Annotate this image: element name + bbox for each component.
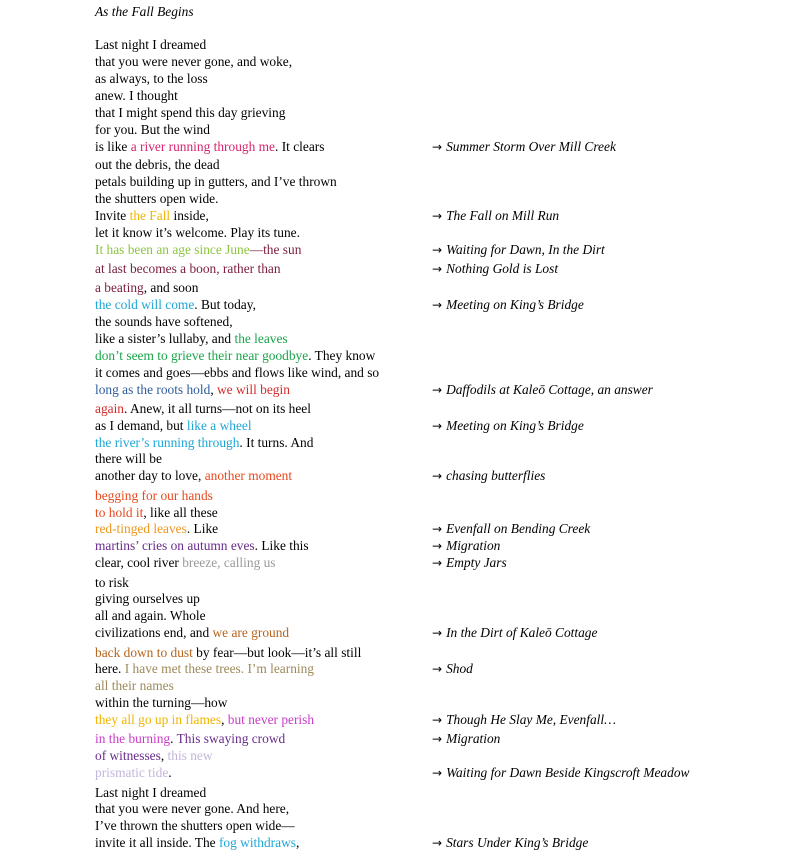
- poem-line: [95, 401, 311, 417]
- reference-title: Stars Under King’s Bridge: [446, 835, 589, 850]
- line-text: , like all these: [143, 505, 218, 520]
- reference-title: Shod: [446, 661, 473, 676]
- line-text: I’ve thrown the shutters open wide—: [95, 818, 295, 833]
- line-text: within the turning—how: [95, 695, 228, 710]
- arrow-right-icon: →: [432, 556, 443, 570]
- arrow-right-icon: →: [432, 766, 443, 780]
- reference-link[interactable]: [432, 208, 559, 224]
- poem-line: [95, 591, 200, 607]
- poem-line: [95, 382, 290, 398]
- arrow-right-icon: →: [432, 732, 443, 746]
- reference-title: Meeting on King’s Bridge: [446, 297, 584, 312]
- poem-line: [95, 555, 276, 571]
- line-text: all and again. Whole: [95, 608, 206, 623]
- poem-line: [95, 608, 206, 624]
- line-text: is like: [95, 139, 131, 154]
- poem-line: [95, 122, 210, 138]
- poem-line: [95, 435, 313, 451]
- line-text: invite it all inside. The: [95, 835, 219, 850]
- reference-title: Empty Jars: [446, 555, 507, 570]
- highlighted-phrase: this new: [167, 748, 213, 763]
- poem-line: [95, 314, 233, 330]
- highlighted-phrase: the cold will come: [95, 297, 195, 312]
- arrow-right-icon: →: [432, 469, 443, 483]
- highlighted-phrase: the Fall: [129, 208, 171, 223]
- line-text: . It turns. And: [239, 435, 314, 450]
- poem-line: [95, 139, 324, 155]
- highlighted-phrase: This swaying crowd: [176, 731, 286, 746]
- highlighted-phrase: —the sun: [249, 242, 302, 257]
- line-text: Last night I dreamed: [95, 37, 207, 52]
- poem-line: [95, 54, 292, 70]
- arrow-right-icon: →: [432, 298, 443, 312]
- poem-line: [95, 225, 300, 241]
- poem-line: [95, 731, 285, 747]
- highlighted-phrase: to hold it: [95, 505, 144, 520]
- poem-line: [95, 331, 288, 347]
- reference-link[interactable]: [432, 661, 473, 677]
- line-text: petals building up in gutters, and I’ve thrown: [95, 174, 337, 189]
- arrow-right-icon: →: [432, 626, 443, 640]
- reference-title: Migration: [446, 731, 501, 746]
- arrow-right-icon: →: [432, 539, 443, 553]
- highlighted-phrase: but never perish: [227, 712, 315, 727]
- poem-line: [95, 174, 337, 190]
- poem-line: [95, 468, 292, 484]
- highlighted-phrase: the river’s running through: [95, 435, 240, 450]
- line-text: . Anew, it all turns—not on its heel: [124, 401, 311, 416]
- poem-line: [95, 625, 289, 641]
- reference-link[interactable]: [432, 555, 507, 571]
- poem-line: [95, 575, 129, 591]
- highlighted-phrase: begging for our hands: [95, 488, 213, 503]
- line-text: . It clears: [275, 139, 325, 154]
- reference-title: chasing butterflies: [446, 468, 546, 483]
- reference-link[interactable]: [432, 625, 597, 641]
- poem-line: [95, 191, 218, 207]
- line-text: giving ourselves up: [95, 591, 200, 606]
- arrow-right-icon: →: [432, 243, 443, 257]
- poem-line: [95, 71, 208, 87]
- poem-title: As the Fall Begins: [95, 4, 194, 19]
- reference-link[interactable]: [432, 418, 584, 434]
- highlighted-phrase: prismatic tide: [95, 765, 169, 780]
- line-text: as always, to the loss: [95, 71, 208, 86]
- highlighted-phrase: we will begin: [217, 382, 290, 397]
- poem-line: [95, 505, 218, 521]
- arrow-right-icon: →: [432, 262, 443, 276]
- reference-title: Migration: [446, 538, 501, 553]
- reference-link[interactable]: [432, 468, 545, 484]
- line-text: . Like this: [254, 538, 309, 553]
- highlighted-phrase: red-tinged leaves: [95, 521, 187, 536]
- line-text: to risk: [95, 575, 129, 590]
- reference-link[interactable]: [432, 261, 558, 277]
- arrow-right-icon: →: [432, 713, 443, 727]
- poem-line: [95, 208, 209, 224]
- highlighted-phrase: don’t seem to grieve their near goodbye: [95, 348, 309, 363]
- reference-title: Though He Slay Me, Evenfall…: [446, 712, 617, 727]
- reference-title: Waiting for Dawn Beside Kingscroft Meadow: [446, 765, 690, 780]
- line-text: another day to love,: [95, 468, 205, 483]
- highlighted-phrase: martins’ cries on autumn eves: [95, 538, 255, 553]
- highlighted-phrase: a river running through me: [130, 139, 276, 154]
- line-text: that you were never gone, and woke,: [95, 54, 293, 69]
- poem-line: [95, 297, 256, 313]
- highlighted-phrase: It has been an age since June: [95, 242, 250, 257]
- reference-title: Summer Storm Over Mill Creek: [446, 139, 616, 154]
- line-text: .: [170, 731, 177, 746]
- line-text: out the debris, the dead: [95, 157, 220, 172]
- highlighted-phrase: at last becomes a boon, rather than: [95, 261, 281, 276]
- poem-line: [95, 538, 309, 554]
- poem-line: [95, 661, 314, 677]
- line-text: here.: [95, 661, 125, 676]
- reference-link[interactable]: [432, 765, 689, 781]
- arrow-right-icon: →: [432, 522, 443, 536]
- line-text: by fear—but look—it’s all still: [192, 645, 362, 660]
- line-text: Invite: [95, 208, 130, 223]
- highlighted-phrase: breeze, calling us: [182, 555, 276, 570]
- arrow-right-icon: →: [432, 209, 443, 223]
- line-text: like a sister’s lullaby, and: [95, 331, 235, 346]
- line-text: ,: [221, 712, 228, 727]
- reference-link[interactable]: [432, 139, 616, 155]
- poem-line: [95, 242, 301, 258]
- highlighted-phrase: like a wheel: [186, 418, 252, 433]
- poem-line: [95, 785, 206, 801]
- poem-line: [95, 348, 375, 364]
- reference-link[interactable]: [432, 521, 590, 537]
- line-text: for you. But the wind: [95, 122, 210, 137]
- reference-title: In the Dirt of Kaleō Cottage: [446, 625, 598, 640]
- line-text: clear, cool river: [95, 555, 183, 570]
- line-text: the sounds have softened,: [95, 314, 233, 329]
- highlighted-phrase: in the burning: [95, 731, 171, 746]
- poem-line: [95, 105, 285, 121]
- poem-line: [95, 818, 295, 834]
- poem-line: [95, 801, 289, 817]
- line-text: ,: [295, 835, 300, 850]
- poem-line: [95, 157, 220, 173]
- poem-line: [95, 835, 299, 851]
- reference-link[interactable]: [432, 538, 500, 554]
- poem-line: [95, 712, 314, 728]
- poem-line: [95, 37, 206, 53]
- poem-line: [95, 451, 162, 467]
- highlighted-phrase: they all go up in flames: [95, 712, 222, 727]
- line-text: anew. I thought: [95, 88, 178, 103]
- reference-title: Evenfall on Bending Creek: [446, 521, 591, 536]
- reference-title: The Fall on Mill Run: [446, 208, 560, 223]
- line-text: the shutters open wide.: [95, 191, 219, 206]
- highlighted-phrase: we are ground: [212, 625, 290, 640]
- reference-title: Waiting for Dawn, In the Dirt: [446, 242, 605, 257]
- highlighted-phrase: all their names: [95, 678, 174, 693]
- highlighted-phrase: of witnesses: [95, 748, 161, 763]
- line-text: Last night I dreamed: [95, 785, 207, 800]
- line-text: .: [168, 765, 172, 780]
- line-text: there will be: [95, 451, 162, 466]
- highlighted-phrase: the leaves: [234, 331, 288, 346]
- reference-link[interactable]: [432, 242, 605, 258]
- reference-link[interactable]: [432, 835, 588, 851]
- line-text: it comes and goes—ebbs and flows like wind, and so: [95, 365, 380, 380]
- poem-line: [95, 261, 281, 277]
- reference-link[interactable]: [432, 712, 616, 728]
- line-text: that you were never gone. And here,: [95, 801, 290, 816]
- poem-line: [95, 488, 213, 504]
- highlighted-phrase: another moment: [204, 468, 293, 483]
- poem-line: [95, 765, 172, 781]
- poem-line: [95, 748, 213, 764]
- arrow-right-icon: →: [432, 383, 443, 397]
- poem-line: [95, 88, 178, 104]
- arrow-right-icon: →: [432, 419, 443, 433]
- reference-title: Meeting on King’s Bridge: [446, 418, 584, 433]
- poem-line: [95, 645, 361, 661]
- highlighted-phrase: I have met these trees. I’m learning: [124, 661, 314, 676]
- line-text: as I demand, but: [95, 418, 187, 433]
- line-text: that I might spend this day grieving: [95, 105, 286, 120]
- poem-line: [95, 521, 218, 537]
- line-text: , and soon: [143, 280, 199, 295]
- poem-line: [95, 678, 174, 694]
- poem-line: [95, 418, 252, 434]
- poem-line: [95, 695, 227, 711]
- line-text: ,: [210, 382, 218, 397]
- highlighted-phrase: again: [95, 401, 124, 416]
- line-text: inside,: [170, 208, 209, 223]
- highlighted-phrase: a beating: [95, 280, 144, 295]
- line-text: civilizations end, and: [95, 625, 213, 640]
- arrow-right-icon: →: [432, 662, 443, 676]
- highlighted-phrase: fog withdraws: [218, 835, 296, 850]
- poem-line: [95, 280, 198, 296]
- poem-line: [95, 365, 379, 381]
- line-text: . Like: [186, 521, 219, 536]
- reference-title: Daffodils at Kaleō Cottage, an answer: [446, 382, 653, 397]
- line-text: ,: [160, 748, 168, 763]
- reference-title: Nothing Gold is Lost: [446, 261, 559, 276]
- line-text: . But today,: [194, 297, 256, 312]
- arrow-right-icon: →: [432, 836, 443, 850]
- line-text: let it know it’s welcome. Play its tune.: [95, 225, 300, 240]
- reference-link[interactable]: [432, 297, 584, 313]
- reference-link[interactable]: [432, 382, 653, 398]
- arrow-right-icon: →: [432, 140, 443, 154]
- line-text: . They know: [308, 348, 376, 363]
- reference-link[interactable]: [432, 731, 500, 747]
- highlighted-phrase: back down to dust: [95, 645, 193, 660]
- highlighted-phrase: long as the roots hold: [95, 382, 211, 397]
